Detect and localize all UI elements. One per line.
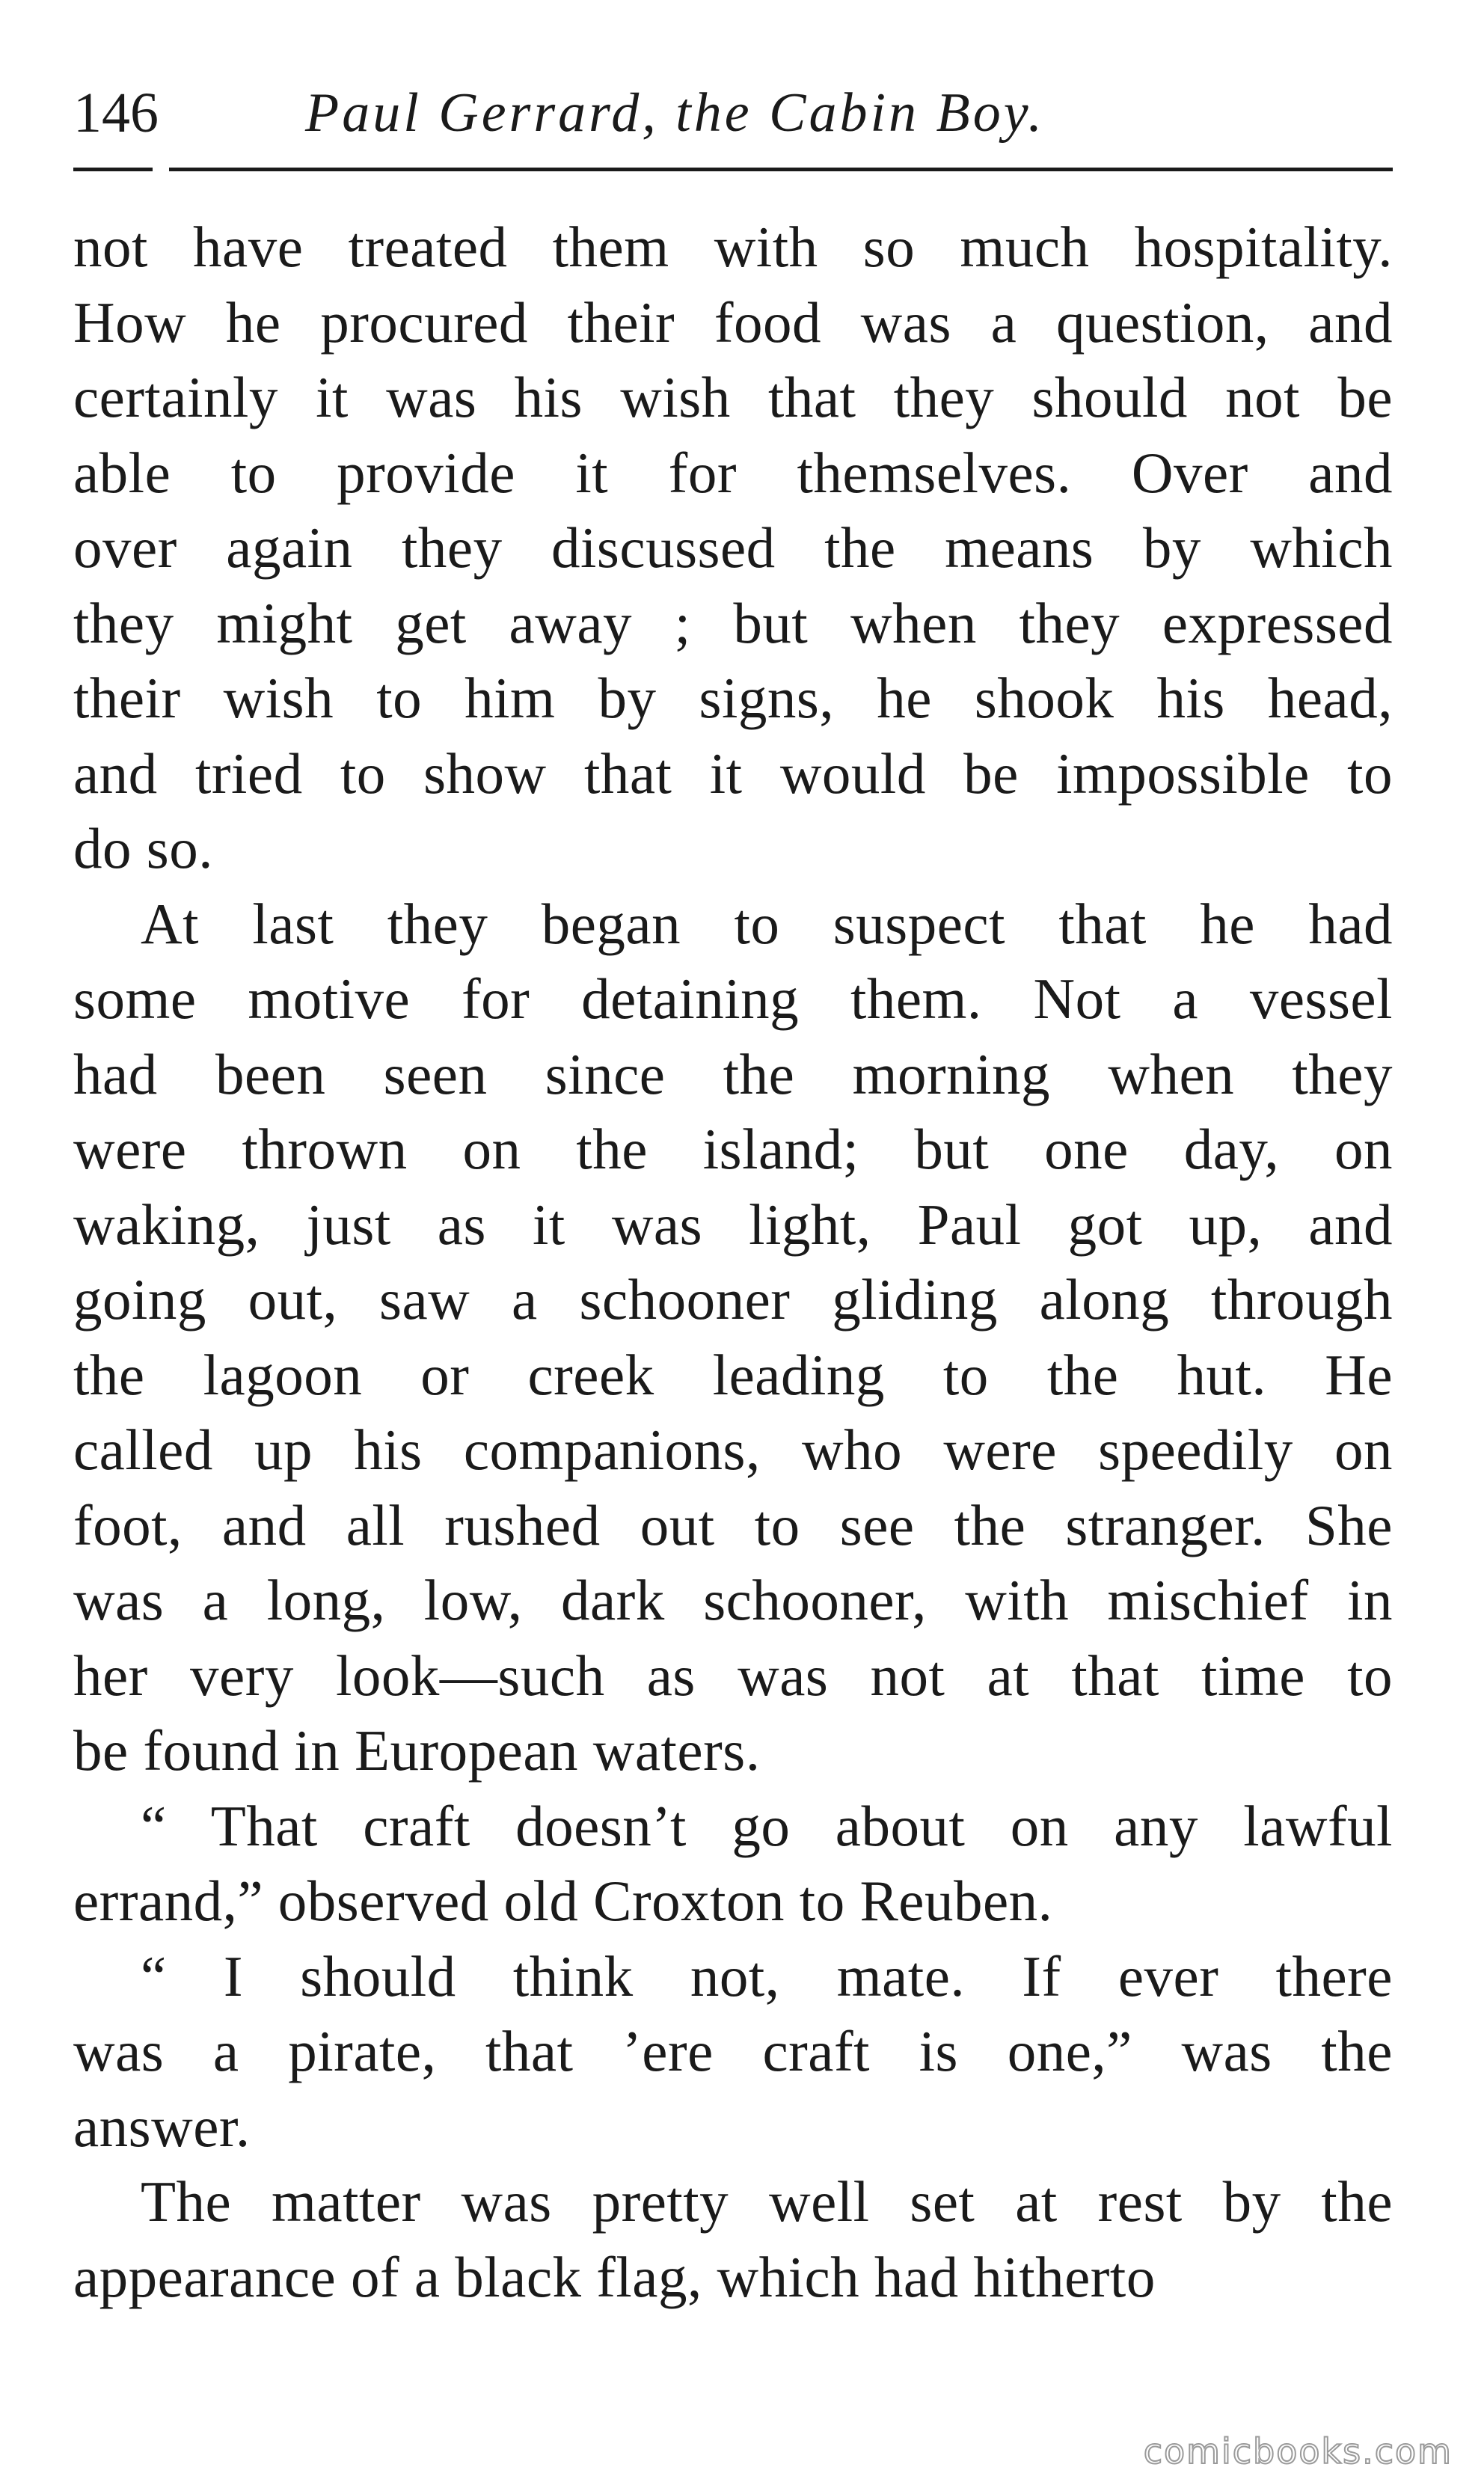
text-line: errand,” observed old Croxton to Reuben.: [73, 1869, 1053, 1933]
text-line: certainly it was his wish that they should not be: [73, 365, 1393, 429]
text-line: they might get away ; but when they expressed: [73, 590, 1393, 655]
text-line: not have treated them with so much hospitality.: [73, 215, 1393, 279]
text-line: do so.: [73, 816, 213, 880]
text-line: called up his companions, who were speedily on: [73, 1418, 1393, 1482]
text-line: appearance of a black flag, which had hitherto: [73, 2244, 1156, 2309]
paragraph: [73, 209, 1393, 886]
text-line: going out, saw a schooner gliding along through: [73, 1267, 1393, 1332]
text-line: answer.: [73, 2094, 251, 2159]
text-line: waking, just as it was light, Paul got up, and: [73, 1192, 1393, 1257]
body-text: [73, 209, 1393, 2314]
text-line: their wish to him by signs, he shook his head,: [73, 666, 1393, 730]
text-line: “ That craft doesn’t go about on any lawful: [141, 1793, 1393, 1858]
text-line: How he procured their food was a question, and: [73, 289, 1393, 355]
paragraph: [73, 2164, 1393, 2314]
text-line: had been seen since the morning when they: [73, 1041, 1393, 1106]
text-line: some motive for detaining them. Not a vessel: [73, 966, 1393, 1031]
text-line: At last they began to suspect that he had: [141, 891, 1393, 956]
running-title: Paul Gerrard, the Cabin Boy.: [305, 82, 1045, 144]
text-line: and tried to show that it would be impossible to: [73, 741, 1393, 806]
text-line: were thrown on the island; but one day, on: [73, 1117, 1393, 1181]
page-header: [73, 72, 1390, 154]
text-line: The matter was pretty well set at rest by the: [141, 2169, 1393, 2234]
text-line: the lagoon or creek leading to the hut. He: [73, 1342, 1393, 1407]
header-rule: [73, 168, 1393, 171]
text-line: foot, and all rushed out to see the stranger. She: [73, 1492, 1393, 1557]
paragraph: [73, 1789, 1393, 1939]
page-number: 146: [73, 82, 159, 144]
text-line: be found in European waters.: [73, 1718, 761, 1783]
header-rule-gap: [153, 166, 169, 173]
text-line: able to provide it for themselves. Over and: [73, 440, 1393, 505]
text-line: was a long, low, dark schooner, with mischief in: [73, 1568, 1393, 1632]
text-line: over again they discussed the means by which: [73, 515, 1393, 580]
watermark: comicbooks.com: [1143, 2431, 1453, 2472]
paragraph: [73, 886, 1393, 1789]
paragraph: [73, 1939, 1393, 2165]
text-line: “ I should think not, mate. If ever there: [141, 1943, 1393, 2008]
text-line: her very look—such as was not at that time to: [73, 1643, 1393, 1708]
text-line: was a pirate, that ’ere craft is one,” was the: [73, 2019, 1393, 2083]
